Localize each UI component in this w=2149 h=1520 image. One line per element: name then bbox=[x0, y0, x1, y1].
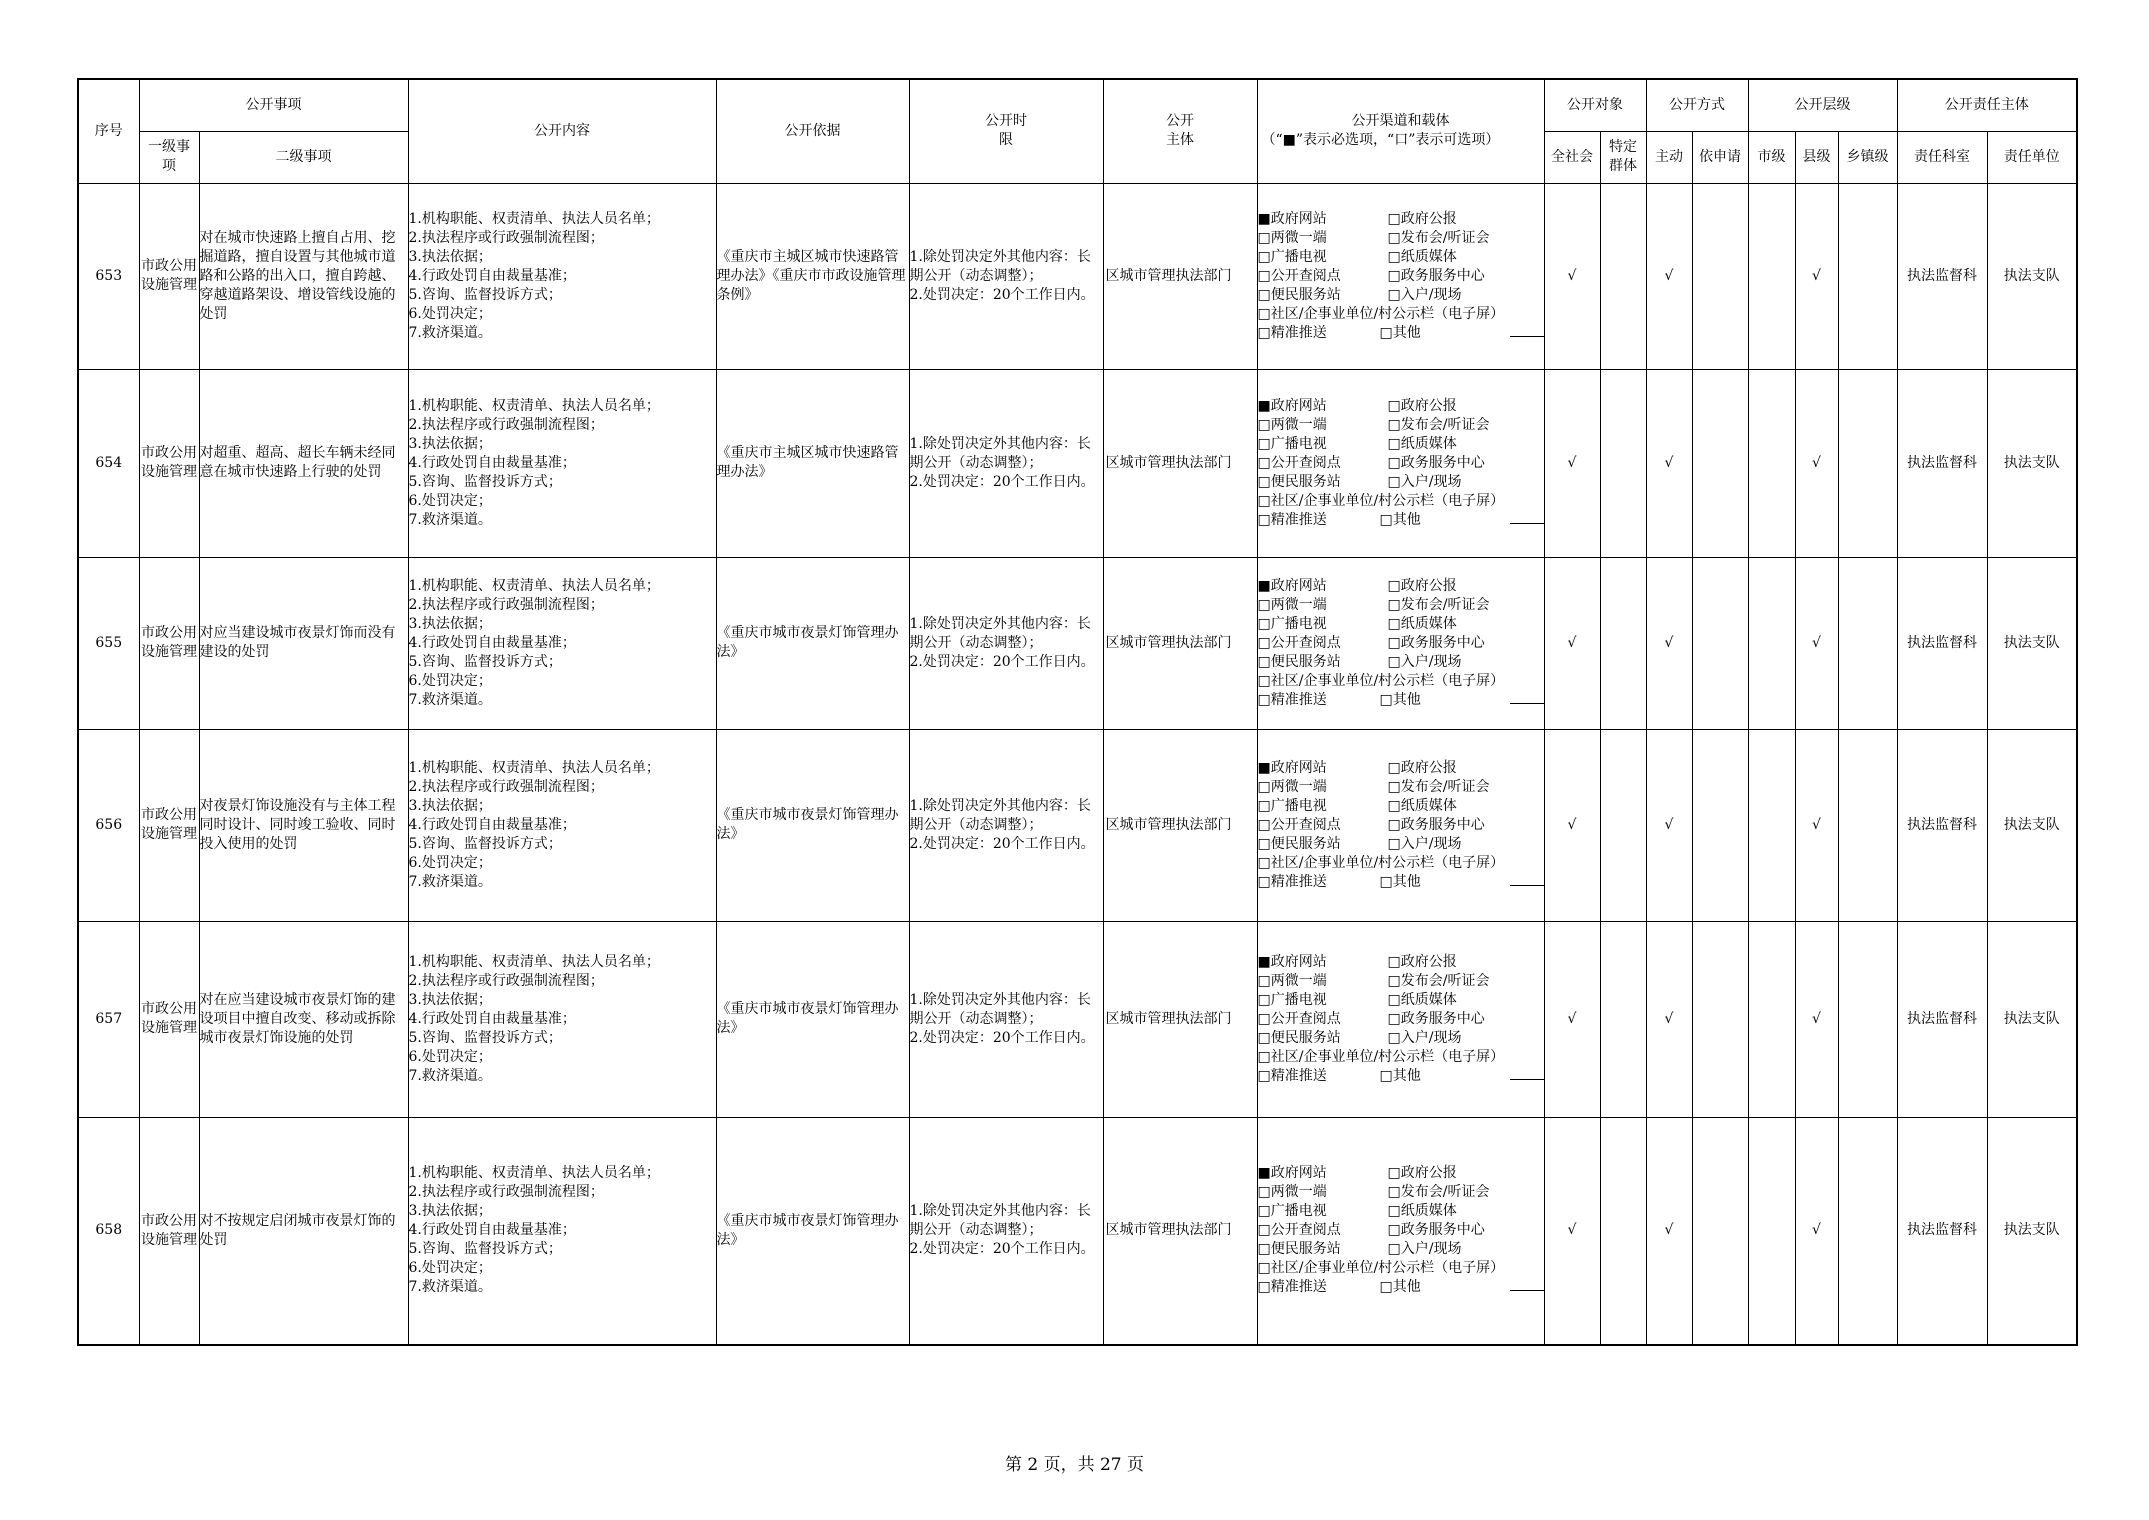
content-line: 3.执法依据； bbox=[408, 435, 492, 452]
channel-option: □两微一端 bbox=[1257, 778, 1327, 795]
channel-option: □便民服务站 bbox=[1257, 653, 1341, 670]
row-basis: 《重庆市城市夜景灯饰管理办法》 bbox=[716, 557, 909, 729]
channel-option: □入户/现场 bbox=[1387, 653, 1462, 670]
channel-option: □两微一端 bbox=[1257, 596, 1327, 613]
row-time-limit: 1.除处罚决定外其他内容：长期公开（动态调整）； 2.处罚决定：20个工作日内。 bbox=[909, 369, 1103, 557]
row-no: 655 bbox=[78, 557, 139, 729]
row-channels bbox=[1257, 183, 1544, 369]
header-time-limit: 公开时限 bbox=[909, 79, 1103, 183]
row-resp-office: 执法监督科 bbox=[1897, 921, 1987, 1117]
channel-option: □入户/现场 bbox=[1387, 473, 1462, 490]
channel-option: □精准推送 bbox=[1257, 1067, 1327, 1084]
header-resp-unit: 责任单位 bbox=[1987, 131, 2077, 183]
channel-option: ■政府网站 bbox=[1257, 1165, 1327, 1182]
content-line: 1.机构职能、权责清单、执法人员名单； bbox=[408, 759, 660, 776]
channel-option: □政府公报 bbox=[1387, 1165, 1457, 1182]
check-level-town bbox=[1838, 1117, 1897, 1345]
channel-option: □政务服务中心 bbox=[1387, 634, 1485, 651]
check-mode-active: √ bbox=[1646, 1117, 1692, 1345]
row-no: 656 bbox=[78, 729, 139, 921]
row-content bbox=[408, 183, 716, 369]
header-level-town: 乡镇级 bbox=[1838, 131, 1897, 183]
blank-underline bbox=[1510, 873, 1544, 886]
row-no: 658 bbox=[78, 1117, 139, 1345]
row-no: 654 bbox=[78, 369, 139, 557]
channel-option: □社区/企事业单位/村公示栏（电子屏） bbox=[1257, 1260, 1505, 1277]
check-level-city bbox=[1748, 1117, 1795, 1345]
channel-option: □社区/企事业单位/村公示栏（电子屏） bbox=[1257, 305, 1505, 322]
channel-option: □两微一端 bbox=[1257, 1184, 1327, 1201]
channel-option: □两微一端 bbox=[1257, 972, 1327, 989]
row-level2: 对夜景灯饰设施没有与主体工程同时设计、同时竣工验收、同时投入使用的处罚 bbox=[199, 729, 408, 921]
check-level-town bbox=[1838, 369, 1897, 557]
row-subject: 区城市管理执法部门 bbox=[1103, 921, 1257, 1117]
channel-option: □入户/现场 bbox=[1387, 835, 1462, 852]
channel-option: □政府公报 bbox=[1387, 397, 1457, 414]
page-footer: 第 2 页，共 27 页 bbox=[1004, 1455, 1145, 1475]
row-subject: 区城市管理执法部门 bbox=[1103, 729, 1257, 921]
header-target-special: 特定群体 bbox=[1600, 131, 1646, 183]
content-line: 5.咨询、监督投诉方式； bbox=[408, 473, 562, 490]
channel-option: □便民服务站 bbox=[1257, 473, 1341, 490]
content-line: 1.机构职能、权责清单、执法人员名单； bbox=[408, 1165, 660, 1182]
check-mode-apply bbox=[1692, 557, 1748, 729]
content-line: 1.机构职能、权责清单、执法人员名单； bbox=[408, 577, 660, 594]
check-level-city bbox=[1748, 557, 1795, 729]
row-no: 653 bbox=[78, 183, 139, 369]
table-row bbox=[78, 729, 2077, 921]
check-mode-active: √ bbox=[1646, 369, 1692, 557]
table-row bbox=[78, 557, 2077, 729]
check-target-all: √ bbox=[1544, 369, 1600, 557]
channel-option: □政府公报 bbox=[1387, 577, 1457, 594]
channel-option: □精准推送 bbox=[1257, 691, 1327, 708]
row-content bbox=[408, 921, 716, 1117]
channel-option: □社区/企事业单位/村公示栏（电子屏） bbox=[1257, 672, 1505, 689]
channel-option: □两微一端 bbox=[1257, 229, 1327, 246]
channel-option: □政务服务中心 bbox=[1387, 1222, 1485, 1239]
row-basis: 《重庆市主城区城市快速路管理办法》《重庆市市政设施管理条例》 bbox=[716, 183, 909, 369]
content-line: 7.救济渠道。 bbox=[408, 1067, 492, 1084]
content-line: 6.处罚决定； bbox=[408, 854, 492, 871]
row-subject: 区城市管理执法部门 bbox=[1103, 1117, 1257, 1345]
row-level2: 对超重、超高、超长车辆未经同意在城市快速路上行驶的处罚 bbox=[199, 369, 408, 557]
row-time-limit: 1.除处罚决定外其他内容：长期公开（动态调整）； 2.处罚决定：20个工作日内。 bbox=[909, 921, 1103, 1117]
table-row bbox=[78, 1117, 2077, 1345]
check-mode-active: √ bbox=[1646, 921, 1692, 1117]
channel-option: □政务服务中心 bbox=[1387, 1010, 1485, 1027]
channel-option: □发布会/听证会 bbox=[1387, 778, 1490, 795]
blank-underline bbox=[1510, 324, 1544, 337]
row-level2: 对在城市快速路上擅自占用、挖掘道路，擅自设置与其他城市道路和公路的出入口，擅自跨越、穿越道路架设、增设管线设施的处罚 bbox=[199, 183, 408, 369]
blank-underline bbox=[1510, 1278, 1544, 1291]
channel-option: □公开查阅点 bbox=[1257, 1222, 1341, 1239]
row-channels bbox=[1257, 369, 1544, 557]
channel-option: □便民服务站 bbox=[1257, 286, 1341, 303]
row-resp-unit: 执法支队 bbox=[1987, 1117, 2077, 1345]
content-line: 2.执法程序或行政强制流程图； bbox=[408, 1184, 604, 1201]
check-target-special bbox=[1600, 369, 1646, 557]
row-subject: 区城市管理执法部门 bbox=[1103, 557, 1257, 729]
row-resp-unit: 执法支队 bbox=[1987, 729, 2077, 921]
header-mode-active: 主动 bbox=[1646, 131, 1692, 183]
check-level-county: √ bbox=[1795, 369, 1838, 557]
check-mode-active: √ bbox=[1646, 729, 1692, 921]
channel-option: □广播电视 bbox=[1257, 435, 1327, 452]
channel-option: □政府公报 bbox=[1387, 210, 1457, 227]
row-basis: 《重庆市城市夜景灯饰管理办法》 bbox=[716, 921, 909, 1117]
content-line: 5.咨询、监督投诉方式； bbox=[408, 1241, 562, 1258]
header-mode-apply: 依申请 bbox=[1692, 131, 1748, 183]
channel-option: □广播电视 bbox=[1257, 615, 1327, 632]
row-resp-office: 执法监督科 bbox=[1897, 369, 1987, 557]
channel-option: ■政府网站 bbox=[1257, 210, 1327, 227]
content-line: 2.执法程序或行政强制流程图； bbox=[408, 778, 604, 795]
channel-option: □纸质媒体 bbox=[1387, 615, 1457, 632]
row-level1: 市政公用设施管理 bbox=[139, 183, 199, 369]
content-line: 3.执法依据； bbox=[408, 248, 492, 265]
header-level-county: 县级 bbox=[1795, 131, 1838, 183]
channel-option: ■政府网站 bbox=[1257, 577, 1327, 594]
row-channels bbox=[1257, 557, 1544, 729]
row-resp-office: 执法监督科 bbox=[1897, 1117, 1987, 1345]
content-line: 6.处罚决定； bbox=[408, 305, 492, 322]
channel-option: □纸质媒体 bbox=[1387, 435, 1457, 452]
channel-option: □精准推送 bbox=[1257, 1279, 1327, 1296]
row-resp-office: 执法监督科 bbox=[1897, 183, 1987, 369]
channel-option: □政府公报 bbox=[1387, 759, 1457, 776]
channel-option: □其他 bbox=[1379, 691, 1421, 708]
check-target-special bbox=[1600, 729, 1646, 921]
content-line: 6.处罚决定； bbox=[408, 492, 492, 509]
channel-option: □纸质媒体 bbox=[1387, 1203, 1457, 1220]
table-row bbox=[78, 183, 2077, 369]
check-target-all: √ bbox=[1544, 1117, 1600, 1345]
check-level-city bbox=[1748, 921, 1795, 1117]
row-resp-unit: 执法支队 bbox=[1987, 921, 2077, 1117]
row-no: 657 bbox=[78, 921, 139, 1117]
content-line: 2.执法程序或行政强制流程图； bbox=[408, 229, 604, 246]
content-line: 1.机构职能、权责清单、执法人员名单； bbox=[408, 397, 660, 414]
check-target-all: √ bbox=[1544, 557, 1600, 729]
channel-option: □广播电视 bbox=[1257, 991, 1327, 1008]
row-level2: 对不按规定启闭城市夜景灯饰的处罚 bbox=[199, 1117, 408, 1345]
row-level1: 市政公用设施管理 bbox=[139, 369, 199, 557]
row-channels bbox=[1257, 729, 1544, 921]
content-line: 4.行政处罚自由裁量基准； bbox=[408, 634, 576, 651]
channel-option: □其他 bbox=[1379, 1279, 1421, 1296]
row-level1: 市政公用设施管理 bbox=[139, 557, 199, 729]
content-line: 7.救济渠道。 bbox=[408, 1279, 492, 1296]
header-channel bbox=[1257, 79, 1544, 183]
check-mode-apply bbox=[1692, 1117, 1748, 1345]
content-line: 1.机构职能、权责清单、执法人员名单； bbox=[408, 210, 660, 227]
channel-option: □政府公报 bbox=[1387, 953, 1457, 970]
header-basis: 公开依据 bbox=[716, 79, 909, 183]
check-mode-apply bbox=[1692, 183, 1748, 369]
row-level2: 对在应当建设城市夜景灯饰的建设项目中擅自改变、移动或拆除城市夜景灯饰设施的处罚 bbox=[199, 921, 408, 1117]
check-level-county: √ bbox=[1795, 183, 1838, 369]
channel-option: □发布会/听证会 bbox=[1387, 596, 1490, 613]
channel-option: □精准推送 bbox=[1257, 511, 1327, 528]
header-content: 公开内容 bbox=[408, 79, 716, 183]
check-target-special bbox=[1600, 183, 1646, 369]
channel-option: □便民服务站 bbox=[1257, 835, 1341, 852]
content-line: 2.执法程序或行政强制流程图； bbox=[408, 972, 604, 989]
content-line: 5.咨询、监督投诉方式； bbox=[408, 653, 562, 670]
content-line: 7.救济渠道。 bbox=[408, 873, 492, 890]
channel-option: □纸质媒体 bbox=[1387, 991, 1457, 1008]
content-line: 5.咨询、监督投诉方式； bbox=[408, 835, 562, 852]
channel-option: ■政府网站 bbox=[1257, 397, 1327, 414]
channel-option: □便民服务站 bbox=[1257, 1029, 1341, 1046]
channel-option: □政务服务中心 bbox=[1387, 454, 1485, 471]
content-line: 3.执法依据； bbox=[408, 991, 492, 1008]
header-channel-note: （“■”表示必选项，“口”表示可选项） bbox=[1261, 132, 1500, 149]
check-mode-apply bbox=[1692, 921, 1748, 1117]
content-line: 6.处罚决定； bbox=[408, 1048, 492, 1065]
row-resp-unit: 执法支队 bbox=[1987, 369, 2077, 557]
disclosure-table bbox=[77, 78, 2078, 1346]
channel-option: □纸质媒体 bbox=[1387, 248, 1457, 265]
header-subject: 公开主体 bbox=[1103, 79, 1257, 183]
channel-option: □发布会/听证会 bbox=[1387, 972, 1490, 989]
channel-option: □公开查阅点 bbox=[1257, 267, 1341, 284]
channel-option: □精准推送 bbox=[1257, 873, 1327, 890]
row-level2: 对应当建设城市夜景灯饰而没有建设的处罚 bbox=[199, 557, 408, 729]
channel-option: ■政府网站 bbox=[1257, 759, 1327, 776]
content-line: 6.处罚决定； bbox=[408, 672, 492, 689]
row-basis: 《重庆市城市夜景灯饰管理办法》 bbox=[716, 1117, 909, 1345]
header-level1: 一级事项 bbox=[139, 131, 199, 183]
content-line: 2.执法程序或行政强制流程图； bbox=[408, 416, 604, 433]
content-line: 4.行政处罚自由裁量基准； bbox=[408, 1222, 576, 1239]
check-level-county: √ bbox=[1795, 1117, 1838, 1345]
check-level-county: √ bbox=[1795, 729, 1838, 921]
row-time-limit: 1.除处罚决定外其他内容：长期公开（动态调整）； 2.处罚决定：20个工作日内。 bbox=[909, 183, 1103, 369]
content-line: 1.机构职能、权责清单、执法人员名单； bbox=[408, 953, 660, 970]
row-basis: 《重庆市主城区城市快速路管理办法》 bbox=[716, 369, 909, 557]
row-subject: 区城市管理执法部门 bbox=[1103, 183, 1257, 369]
content-line: 4.行政处罚自由裁量基准； bbox=[408, 1010, 576, 1027]
check-level-town bbox=[1838, 729, 1897, 921]
content-line: 4.行政处罚自由裁量基准； bbox=[408, 454, 576, 471]
channel-option: □社区/企事业单位/村公示栏（电子屏） bbox=[1257, 854, 1505, 871]
row-level1: 市政公用设施管理 bbox=[139, 1117, 199, 1345]
blank-underline bbox=[1510, 1067, 1544, 1080]
row-content bbox=[408, 369, 716, 557]
channel-option: □政务服务中心 bbox=[1387, 816, 1485, 833]
row-resp-office: 执法监督科 bbox=[1897, 557, 1987, 729]
channel-option: □纸质媒体 bbox=[1387, 797, 1457, 814]
channel-option: □发布会/听证会 bbox=[1387, 416, 1490, 433]
check-level-town bbox=[1838, 183, 1897, 369]
channel-option: □两微一端 bbox=[1257, 416, 1327, 433]
content-line: 3.执法依据； bbox=[408, 797, 492, 814]
header-level2: 二级事项 bbox=[199, 131, 408, 183]
header-target: 公开对象 bbox=[1544, 79, 1646, 131]
check-target-special bbox=[1600, 557, 1646, 729]
check-target-special bbox=[1600, 1117, 1646, 1345]
channel-option: □广播电视 bbox=[1257, 797, 1327, 814]
row-channels bbox=[1257, 921, 1544, 1117]
check-target-all: √ bbox=[1544, 921, 1600, 1117]
check-mode-active: √ bbox=[1646, 557, 1692, 729]
row-content bbox=[408, 729, 716, 921]
check-target-special bbox=[1600, 921, 1646, 1117]
check-level-city bbox=[1748, 729, 1795, 921]
row-time-limit: 1.除处罚决定外其他内容：长期公开（动态调整）； 2.处罚决定：20个工作日内。 bbox=[909, 1117, 1103, 1345]
content-line: 5.咨询、监督投诉方式； bbox=[408, 1029, 562, 1046]
channel-option: □便民服务站 bbox=[1257, 1241, 1341, 1258]
channel-option: □广播电视 bbox=[1257, 248, 1327, 265]
content-line: 2.执法程序或行政强制流程图； bbox=[408, 596, 604, 613]
content-line: 4.行政处罚自由裁量基准； bbox=[408, 816, 576, 833]
table-row bbox=[78, 369, 2077, 557]
check-target-all: √ bbox=[1544, 183, 1600, 369]
row-resp-unit: 执法支队 bbox=[1987, 557, 2077, 729]
channel-option: □其他 bbox=[1379, 1067, 1421, 1084]
row-channels bbox=[1257, 1117, 1544, 1345]
check-mode-apply bbox=[1692, 369, 1748, 557]
row-time-limit: 1.除处罚决定外其他内容：长期公开（动态调整）； 2.处罚决定：20个工作日内。 bbox=[909, 557, 1103, 729]
check-mode-active: √ bbox=[1646, 183, 1692, 369]
content-line: 6.处罚决定； bbox=[408, 1260, 492, 1277]
check-level-city bbox=[1748, 183, 1795, 369]
header-resp-office: 责任科室 bbox=[1897, 131, 1987, 183]
content-line: 7.救济渠道。 bbox=[408, 324, 492, 341]
header-item-group: 公开事项 bbox=[139, 79, 408, 131]
channel-option: □社区/企事业单位/村公示栏（电子屏） bbox=[1257, 492, 1505, 509]
channel-option: □入户/现场 bbox=[1387, 1029, 1462, 1046]
channel-option: □公开查阅点 bbox=[1257, 816, 1341, 833]
row-resp-unit: 执法支队 bbox=[1987, 183, 2077, 369]
channel-option: □其他 bbox=[1379, 324, 1421, 341]
content-line: 4.行政处罚自由裁量基准； bbox=[408, 267, 576, 284]
header-channel-title: 公开渠道和载体 bbox=[1351, 113, 1450, 130]
header-target-all: 全社会 bbox=[1544, 131, 1600, 183]
check-level-city bbox=[1748, 369, 1795, 557]
row-basis: 《重庆市城市夜景灯饰管理办法》 bbox=[716, 729, 909, 921]
channel-option: □其他 bbox=[1379, 873, 1421, 890]
check-level-town bbox=[1838, 921, 1897, 1117]
header-seq: 序号 bbox=[78, 79, 139, 183]
row-content bbox=[408, 1117, 716, 1345]
header-level: 公开层级 bbox=[1748, 79, 1897, 131]
channel-option: □其他 bbox=[1379, 511, 1421, 528]
channel-option: □精准推送 bbox=[1257, 324, 1327, 341]
content-line: 3.执法依据； bbox=[408, 615, 492, 632]
row-level1: 市政公用设施管理 bbox=[139, 729, 199, 921]
row-resp-office: 执法监督科 bbox=[1897, 729, 1987, 921]
blank-underline bbox=[1510, 511, 1544, 524]
channel-option: □发布会/听证会 bbox=[1387, 1184, 1490, 1201]
check-level-county: √ bbox=[1795, 557, 1838, 729]
blank-underline bbox=[1510, 691, 1544, 704]
content-line: 5.咨询、监督投诉方式； bbox=[408, 286, 562, 303]
channel-option: □政务服务中心 bbox=[1387, 267, 1485, 284]
content-line: 3.执法依据； bbox=[408, 1203, 492, 1220]
row-content bbox=[408, 557, 716, 729]
check-target-all: √ bbox=[1544, 729, 1600, 921]
row-level1: 市政公用设施管理 bbox=[139, 921, 199, 1117]
table-row bbox=[78, 921, 2077, 1117]
row-time-limit: 1.除处罚决定外其他内容：长期公开（动态调整）； 2.处罚决定：20个工作日内。 bbox=[909, 729, 1103, 921]
check-level-town bbox=[1838, 557, 1897, 729]
channel-option: □公开查阅点 bbox=[1257, 1010, 1341, 1027]
check-mode-apply bbox=[1692, 729, 1748, 921]
channel-option: ■政府网站 bbox=[1257, 953, 1327, 970]
header-resp: 公开责任主体 bbox=[1897, 79, 2077, 131]
channel-option: □入户/现场 bbox=[1387, 1241, 1462, 1258]
channel-option: □公开查阅点 bbox=[1257, 454, 1341, 471]
check-level-county: √ bbox=[1795, 921, 1838, 1117]
channel-option: □发布会/听证会 bbox=[1387, 229, 1490, 246]
header-mode: 公开方式 bbox=[1646, 79, 1748, 131]
content-line: 7.救济渠道。 bbox=[408, 511, 492, 528]
channel-option: □广播电视 bbox=[1257, 1203, 1327, 1220]
header-level-city: 市级 bbox=[1748, 131, 1795, 183]
channel-option: □入户/现场 bbox=[1387, 286, 1462, 303]
channel-option: □社区/企事业单位/村公示栏（电子屏） bbox=[1257, 1048, 1505, 1065]
row-subject: 区城市管理执法部门 bbox=[1103, 369, 1257, 557]
channel-option: □公开查阅点 bbox=[1257, 634, 1341, 651]
content-line: 7.救济渠道。 bbox=[408, 691, 492, 708]
